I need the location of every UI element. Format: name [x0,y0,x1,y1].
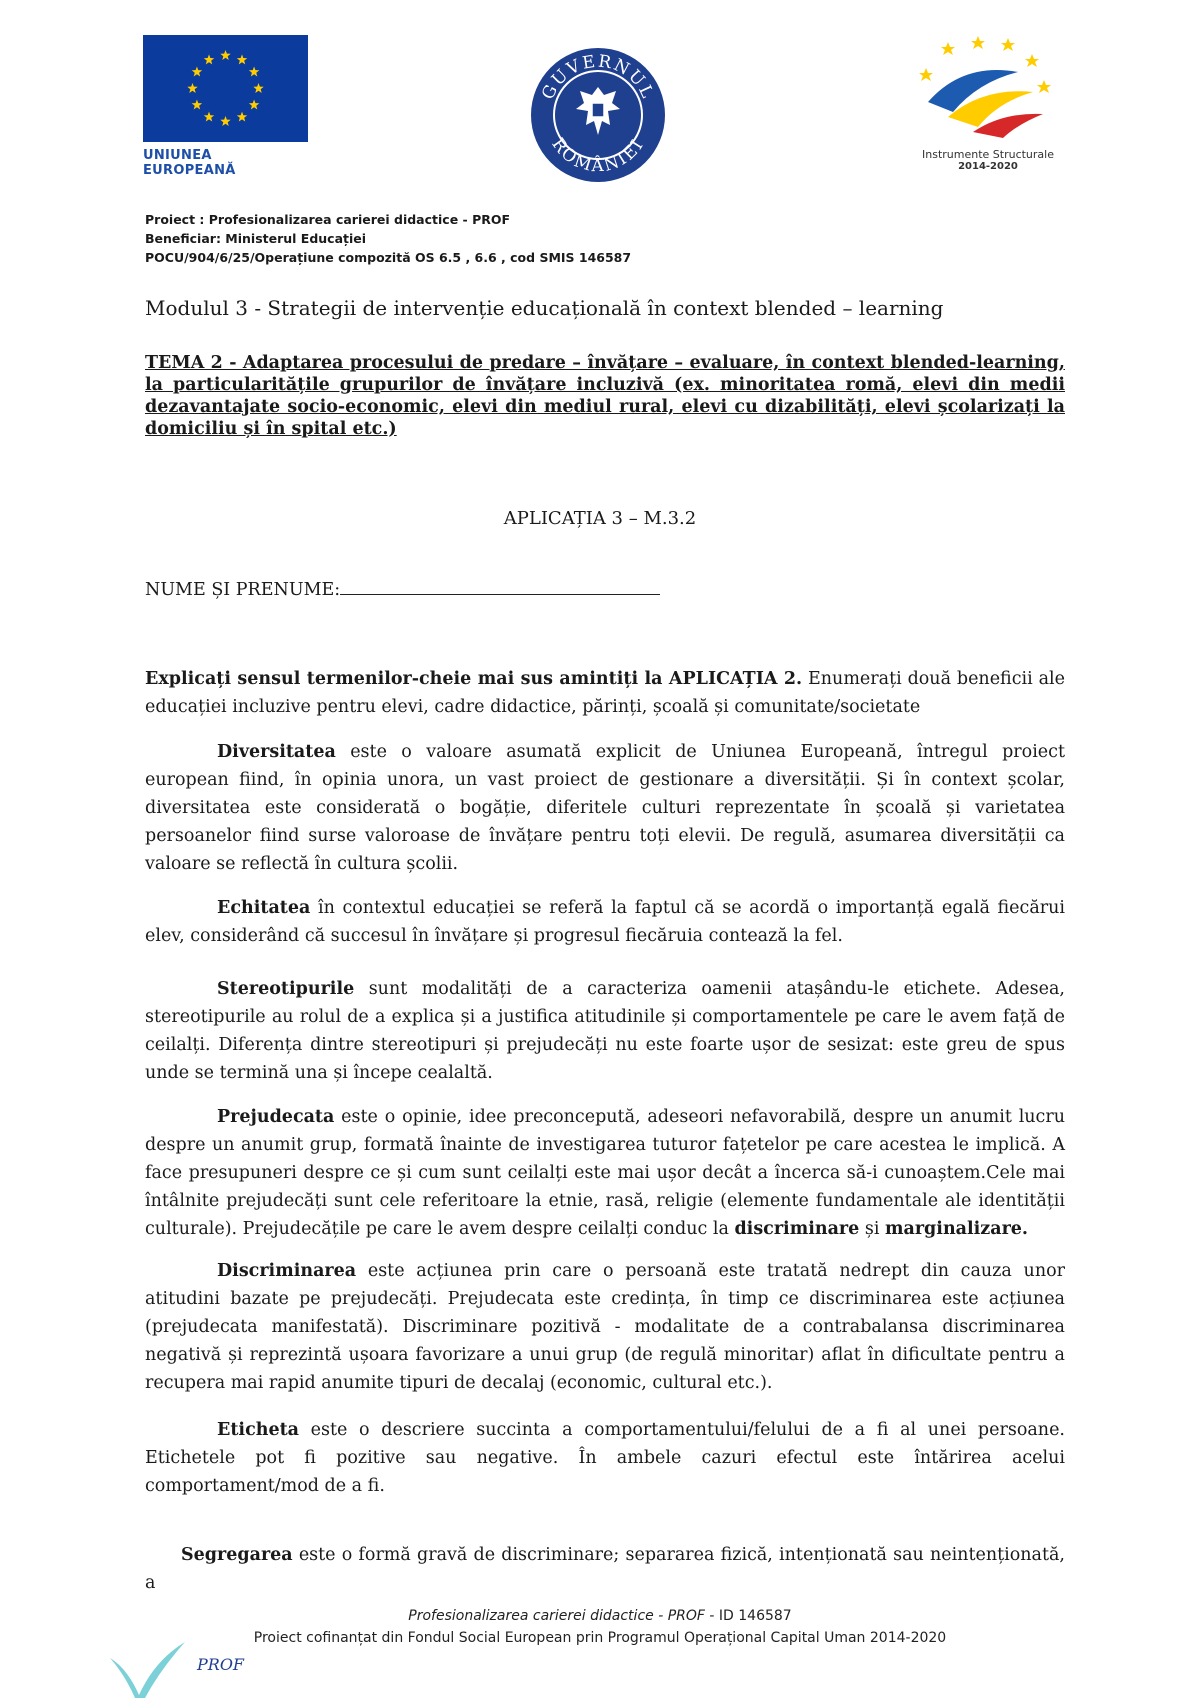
term-stereotipurile: Stereotipurile [217,979,355,999]
term-discriminare: discriminare [734,1219,860,1239]
term-discriminarea: Discriminarea [217,1261,357,1281]
eu-logo [143,35,308,178]
term-segregarea: Segregarea [181,1545,293,1565]
module-title: Modulul 3 - Strategii de intervenție educațională în context blended – learning [145,296,944,320]
paragraph-discriminarea [145,1257,1065,1397]
gov-text-top: GUVERNUL [538,51,658,103]
paragraph-segregarea [145,1541,1065,1597]
is-caption-years: 2014-2020 [958,161,1018,172]
text-prejudecata: este o opinie, idee preconcepută, adeseori nefavorabilă, despre un anumit lucru despre un anumit grup, formată înainte de investigarea tuturor fațetelor pe care acestea le implică. A face presupuneri despre ce și cum sunt ceilalți este mai ușor decât a încerca să-i cunoaștem.Cele mai întâlnite prejudecăți sunt cele referitoare la etnie, rasă, religie (elemente fundamentale ale identității culturale). Prejudecățile pe care le avem despre ceilalți conduc la [145,1107,1065,1239]
project-line-2: Beneficiar: Ministerul Educației [145,231,367,246]
intro-bold: Explicați sensul termenilor-cheie mai sus amintiți la APLICAȚIA 2. [145,669,803,689]
tema-title: TEMA 2 - Adaptarea procesului de predare – învățare – evaluare, în context blended-learning, la particularitățile grupurilor de învățare incluzivă (ex. minoritatea romă, elevi din medii dezavantajate socio-economic, elevi din mediul rural, elevi cu dizabilități, elevi școlarizați la domiciliu și în spital etc.) [145,353,1065,439]
name-blank-line[interactable] [340,578,660,595]
term-prejudecata: Prejudecata [217,1107,335,1127]
name-field [145,578,660,600]
intro-rest: Enumerați două beneficii ale educației incluzive pentru elevi, cadre didactice, părinți, școală și comunitate/societate [145,669,1065,717]
instrumente-structurale-icon [908,32,1068,144]
term-eticheta: Eticheta [217,1420,300,1440]
text-eticheta: este o descriere succinta a comportamentului/felului de a fi al unei persoane. Etichetele pot fi pozitive sau negative. În ambele cazuri efectul este întărirea acelui comportament/mod de a fi. [145,1420,1065,1496]
text-echitatea: în contextul educației se referă la faptul că se acordă o importanță egală fiecărui elev, considerând că succesul în învățare și progresul fiecăruia contează la fel. [145,898,1065,946]
text-segregarea: este o formă gravă de discriminare; separarea fizică, intenționată sau neintenționată, a [145,1545,1065,1593]
paragraph-echitatea [145,894,1065,950]
project-line-3: POCU/904/6/25/Operațiune compozită OS 6.5 , 6.6 , cod SMIS 146587 [145,250,632,265]
text-diversitatea: este o valoare asumată explicit de Uniunea Europeană, întregul proiect european fiind, în opinia unora, un vast proiect de gestionare a diversității. Și în context școlar, diversitatea este considerată o bogăție, diferitele culturi reprezentate în școală și varietatea persoanelor fiind surse valoroase de învățare pentru toți elevii. De regulă, asumarea diversității ca valoare se reflectă în cultura școlii. [145,742,1065,874]
aplicatia-title: APLICAȚIA 3 – M.3.2 [503,508,697,529]
government-seal-logo [528,45,668,185]
gov-text-bottom: ROMÂNIEI [547,134,649,177]
prof-logo [105,1640,245,1700]
eu-caption: UNIUNEA EUROPEANĂ [143,148,236,178]
term-diversitatea: Diversitatea [217,742,336,762]
eu-flag-icon [143,35,308,142]
footer-project-name: Profesionalizarea carierei didactice - PROF [408,1608,705,1624]
project-line-1: Proiect : Profesionalizarea carierei didactice - PROF [145,212,511,227]
instrumente-structurale-logo [908,32,1068,172]
paragraph-diversitatea [145,738,1065,878]
text-discriminarea: este acțiunea prin care o persoană este tratată nedrept din cauza unor atitudini bazate pe prejudecăți. Prejudecata este credința, în timp ce discriminarea este acțiunea (prejudecata manifestată). Discriminare pozitivă - modalitate de a contrabalansa discriminarea negativă și reprezintă ușoara favorizare a unui grup (de regulă minoritar) aflat în dificultate pentru a recupera mai rapid anumite tipuri de decalaj (economic, cultural etc.). [145,1261,1065,1393]
text-and: și [859,1219,885,1239]
footer-cofinance: Proiect cofinanțat din Fondul Social European prin Programul Operațional Capital Uman 2014-2020 [253,1630,947,1646]
footer-project-id: - ID 146587 [704,1608,792,1624]
prof-check-icon [105,1640,245,1700]
paragraph-prejudecata [145,1103,1065,1243]
is-caption-text: Instrumente Structurale [922,148,1054,161]
paragraph-eticheta [145,1416,1065,1500]
paragraph-stereotipurile [145,975,1065,1087]
term-echitatea: Echitatea [217,898,311,918]
project-info [145,210,631,267]
name-label: NUME ȘI PRENUME: [145,580,341,600]
is-caption [908,148,1068,172]
term-marginalizare: marginalizare. [884,1219,1029,1239]
text-stereotipurile: sunt modalități de a caracteriza oamenii atașându-le etichete. Adesea, stereotipurile au rolul de a explica și a justifica atitudinile și comportamentele pe care le avem față de ceilalți. Diferența dintre stereotipuri și prejudecăți nu este foarte ușor de sesizat: este greu de spus unde se termină una și începe cealaltă. [145,979,1065,1083]
prof-logo-text: PROF [197,1655,245,1674]
intro-paragraph [145,665,1065,721]
